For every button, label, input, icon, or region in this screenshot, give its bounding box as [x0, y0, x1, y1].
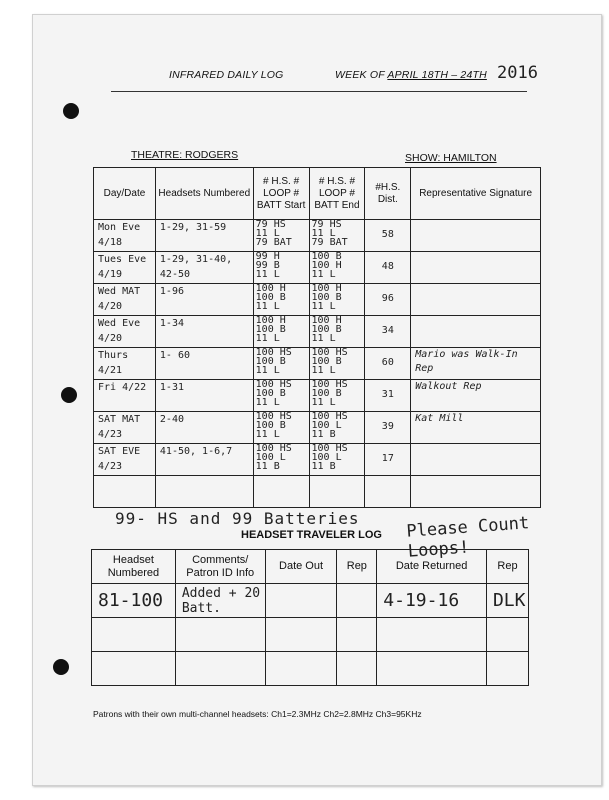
trav-comments [175, 618, 265, 652]
log-end-counts: 100 HS 100 L 11 B [309, 444, 365, 476]
trav-date-returned [377, 652, 487, 686]
log-day-date: Tues Eve 4/19 [94, 252, 156, 284]
trav-rep [337, 652, 377, 686]
log-start-counts: 79 HS 11 L 79 BAT [253, 220, 309, 252]
log-headsets: 2-40 [155, 412, 253, 444]
log-start-counts: 100 HS 100 B 11 L [253, 412, 309, 444]
log-end-counts: 79 HS 11 L 79 BAT [309, 220, 365, 252]
log-headsets: 1-31 [155, 380, 253, 412]
log-signature: Kat Mill [411, 412, 541, 444]
log-start-counts: 100 HS 100 B 11 L [253, 380, 309, 412]
log-day-date: SAT MAT 4/23 [94, 412, 156, 444]
log-dist: 58 [365, 220, 411, 252]
traveler-row [92, 652, 529, 686]
log-signature: Mario was Walk-In Rep [411, 348, 541, 380]
trav-rep-2 [486, 652, 528, 686]
log-row [94, 284, 541, 316]
punch-hole-top [63, 103, 79, 119]
punch-hole-bottom [53, 659, 69, 675]
week-label: WEEK OF APRIL 18TH – 24TH [335, 69, 487, 81]
log-headsets: 1-29, 31-40, 42-50 [155, 252, 253, 284]
col-trav-rep-2: Rep [486, 550, 528, 584]
trav-date-returned: 4-19-16 [377, 584, 487, 618]
log-end-counts: 100 H 100 B 11 L [309, 316, 365, 348]
col-trav-date-returned: Date Returned [377, 550, 487, 584]
col-headsets-numbered: Headsets Numbered [155, 168, 253, 220]
log-day-date: Mon Eve 4/18 [94, 220, 156, 252]
log-end-counts: 100 B 100 H 11 L [309, 252, 365, 284]
log-headsets: 41-50, 1-6,7 [155, 444, 253, 476]
log-dist: 60 [365, 348, 411, 380]
log-dist: 34 [365, 316, 411, 348]
log-start-counts: 100 HS 100 B 11 L [253, 348, 309, 380]
log-signature [411, 284, 541, 316]
log-row [94, 444, 541, 476]
trav-date-out [265, 652, 337, 686]
log-row [94, 380, 541, 412]
log-dist: 39 [365, 412, 411, 444]
trav-rep-2 [486, 618, 528, 652]
log-dist [365, 476, 411, 508]
log-end-counts: 100 HS 100 L 11 B [309, 412, 365, 444]
log-day-date [94, 476, 156, 508]
trav-date-out [265, 584, 337, 618]
log-start-counts: 100 H 100 B 11 L [253, 284, 309, 316]
theatre-label: THEATRE: RODGERS [131, 149, 239, 161]
trav-numbered [92, 618, 176, 652]
log-signature [411, 316, 541, 348]
log-day-date: Thurs 4/21 [94, 348, 156, 380]
log-headsets [155, 476, 253, 508]
log-row [94, 316, 541, 348]
log-headsets: 1-96 [155, 284, 253, 316]
log-signature [411, 444, 541, 476]
trav-date-out [265, 618, 337, 652]
log-row [94, 220, 541, 252]
trav-comments [175, 652, 265, 686]
log-end-counts: 100 H 100 B 11 L [309, 284, 365, 316]
log-end-counts: 100 HS 100 B 11 L [309, 348, 365, 380]
log-start-counts [253, 476, 309, 508]
log-headsets: 1- 60 [155, 348, 253, 380]
log-signature: Walkout Rep [411, 380, 541, 412]
trav-numbered [92, 652, 176, 686]
log-sheet [32, 14, 602, 786]
trav-date-returned [377, 618, 487, 652]
trav-rep [337, 618, 377, 652]
year-handwritten: 2016 [497, 63, 538, 83]
note-count-loops: Please Count Loops! [405, 513, 530, 562]
col-trav-date-out: Date Out [265, 550, 337, 584]
col-end-counts: # H.S. # LOOP # BATT End [309, 168, 365, 220]
log-headsets: 1-34 [155, 316, 253, 348]
log-headsets: 1-29, 31-59 [155, 220, 253, 252]
col-trav-rep: Rep [337, 550, 377, 584]
log-signature [411, 220, 541, 252]
traveler-log-table [91, 549, 529, 686]
log-signature [411, 252, 541, 284]
col-rep-signature: Representative Signature [411, 168, 541, 220]
col-start-counts: # H.S. # LOOP # BATT Start [253, 168, 309, 220]
daily-log-table [93, 167, 541, 508]
note-headsets-batteries: 99- HS and 99 Batteries [115, 509, 360, 528]
col-trav-numbered: Headset Numbered [92, 550, 176, 584]
log-dist: 96 [365, 284, 411, 316]
log-row [94, 412, 541, 444]
col-trav-comments: Comments/ Patron ID Info [175, 550, 265, 584]
log-start-counts: 100 H 100 B 11 L [253, 316, 309, 348]
log-start-counts: 100 HS 100 L 11 B [253, 444, 309, 476]
traveler-row [92, 618, 529, 652]
trav-comments: Added + 20 Batt. [175, 584, 265, 618]
header-rule [111, 91, 527, 92]
log-row [94, 476, 541, 508]
log-end-counts: 100 HS 100 B 11 L [309, 380, 365, 412]
log-row [94, 252, 541, 284]
trav-rep [337, 584, 377, 618]
log-day-date: Wed MAT 4/20 [94, 284, 156, 316]
log-day-date: Fri 4/22 [94, 380, 156, 412]
trav-rep-2: DLK [486, 584, 528, 618]
traveler-row [92, 584, 529, 618]
show-label: SHOW: HAMILTON [405, 152, 497, 164]
log-signature [411, 476, 541, 508]
traveler-title: HEADSET TRAVELER LOG [241, 529, 382, 541]
col-hs-dist: #H.S. Dist. [365, 168, 411, 220]
col-day-date: Day/Date [94, 168, 156, 220]
log-day-date: SAT EVE 4/23 [94, 444, 156, 476]
log-dist: 17 [365, 444, 411, 476]
log-end-counts [309, 476, 365, 508]
log-row [94, 348, 541, 380]
form-title: INFRARED DAILY LOG [169, 69, 284, 81]
footer-note: Patrons with their own multi-channel headsets: Ch1=2.3MHz Ch2=2.8MHz Ch3=95KHz [93, 709, 422, 719]
log-dist: 48 [365, 252, 411, 284]
trav-numbered: 81-100 [92, 584, 176, 618]
log-dist: 31 [365, 380, 411, 412]
log-day-date: Wed Eve 4/20 [94, 316, 156, 348]
punch-hole-middle [61, 387, 77, 403]
log-start-counts: 99 H 99 B 11 L [253, 252, 309, 284]
